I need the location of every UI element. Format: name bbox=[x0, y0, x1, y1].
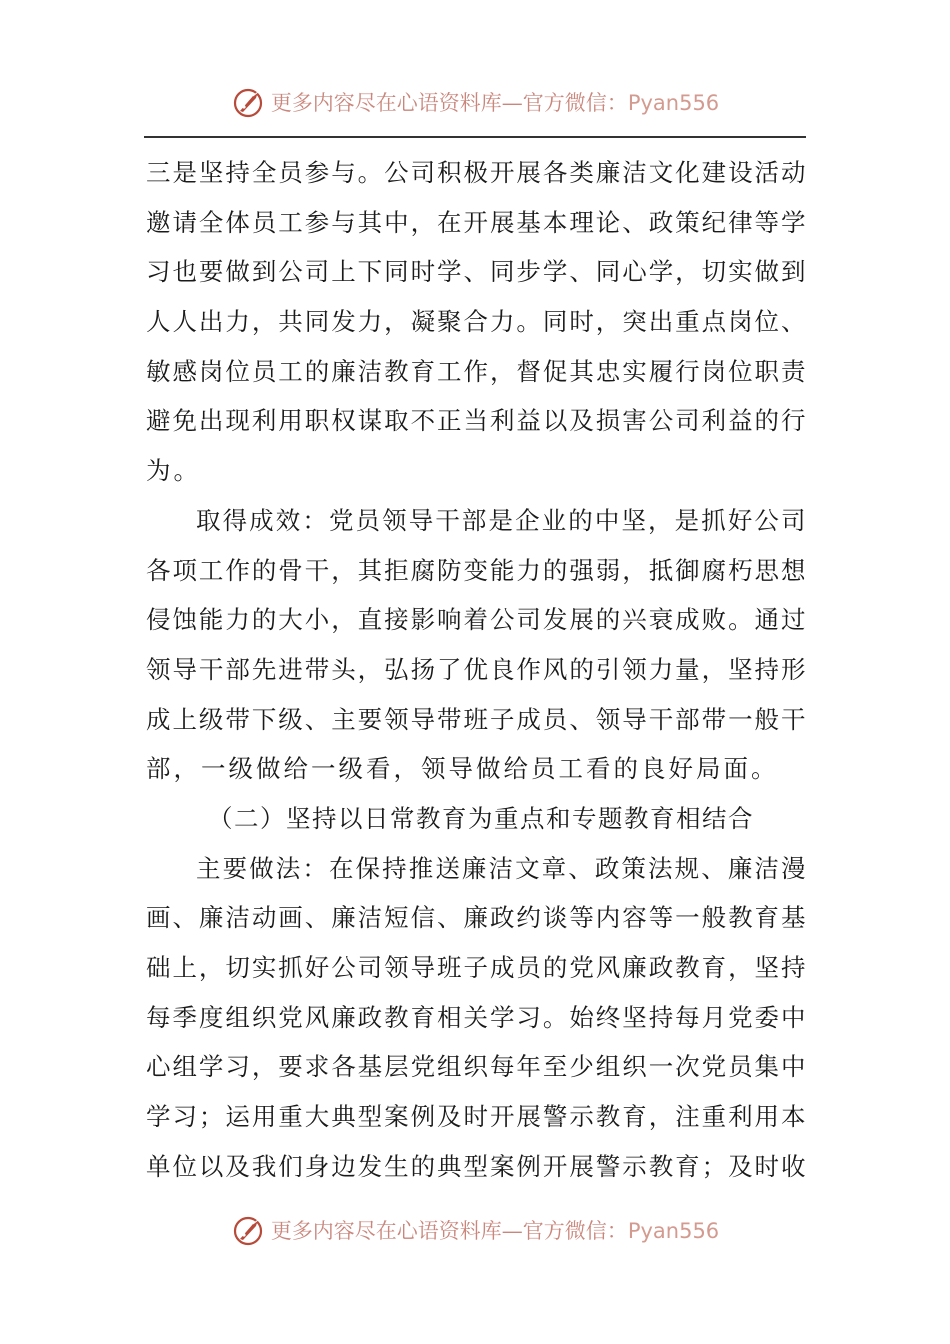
text-line: 为。 bbox=[146, 456, 201, 486]
text-line: 每季度组织党风廉政教育相关学习。始终坚持每月党委中 bbox=[146, 1002, 806, 1032]
footer-watermark bbox=[0, 1208, 950, 1252]
header-rule bbox=[144, 136, 806, 138]
watermark-text: 更多内容尽在心语资料库—官方微信：Pyan556 bbox=[270, 1219, 720, 1243]
pen-nib-circle-icon bbox=[231, 84, 267, 120]
text-line: 心组学习，要求各基层党组织每年至少组织一次党员集中 bbox=[146, 1052, 806, 1082]
text-line: 学习；运用重大典型案例及时开展警示教育，注重利用本 bbox=[146, 1102, 806, 1132]
watermark-handle: Pyan556 bbox=[627, 91, 720, 115]
text-line: 习也要做到公司上下同时学、同步学、同心学，切实做到 bbox=[146, 257, 806, 287]
text-line: 侵蚀能力的大小，直接影响着公司发展的兴衰成败。通过 bbox=[146, 605, 806, 635]
document-body bbox=[146, 148, 806, 1191]
text-line: 避免出现利用职权谋取不正当利益以及损害公司利益的行 bbox=[146, 406, 806, 436]
text-line: 画、廉洁动画、廉洁短信、廉政约谈等内容等一般教育基 bbox=[146, 903, 806, 933]
text-line: 成上级带下级、主要领导带班子成员、领导干部带一般干 bbox=[146, 704, 806, 734]
watermark-text: 更多内容尽在心语资料库—官方微信：Pyan556 bbox=[270, 91, 720, 115]
text-line: 邀请全体员工参与其中，在开展基本理论、政策纪律等学 bbox=[146, 207, 806, 237]
header-watermark bbox=[0, 80, 950, 124]
text-line: 单位以及我们身边发生的典型案例开展警示教育；及时收 bbox=[146, 1151, 806, 1181]
text-line: 主要做法：在保持推送廉洁文章、政策法规、廉洁漫 bbox=[196, 853, 806, 883]
text-line: 取得成效：党员领导干部是企业的中坚，是抓好公司 bbox=[196, 505, 806, 535]
text-line: 人人出力，共同发力，凝聚合力。同时，突出重点岗位、 bbox=[146, 307, 806, 337]
pen-nib-circle-icon bbox=[231, 1212, 267, 1248]
text-line: 部，一级做给一级看，领导做给员工看的良好局面。 bbox=[146, 754, 779, 784]
watermark-handle: Pyan556 bbox=[627, 1219, 720, 1243]
text-line: 领导干部先进带头，弘扬了优良作风的引领力量，坚持形 bbox=[146, 654, 806, 684]
text-line: 础上，切实抓好公司领导班子成员的党风廉政教育，坚持 bbox=[146, 953, 806, 982]
section-heading: （二）坚持以日常教育为重点和专题教育相结合 bbox=[208, 803, 754, 833]
text-line: 敏感岗位员工的廉洁教育工作，督促其忠实履行岗位职责 bbox=[146, 356, 806, 386]
text-line: 三是坚持全员参与。公司积极开展各类廉洁文化建设活动 bbox=[146, 158, 806, 187]
text-line: 各项工作的骨干，其拒腐防变能力的强弱，抵御腐朽思想 bbox=[146, 555, 806, 585]
